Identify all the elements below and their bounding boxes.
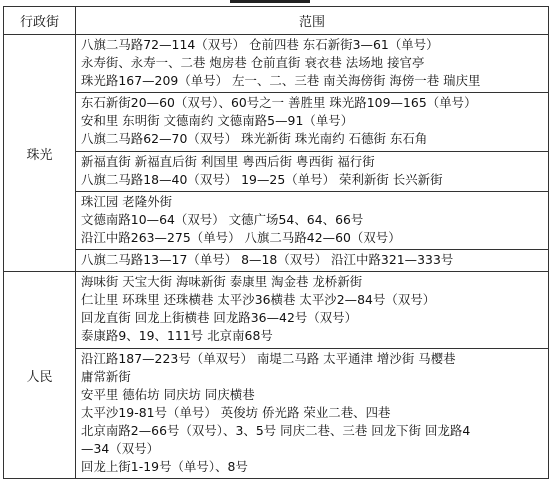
range-cell — [76, 348, 549, 479]
district-range-table — [3, 6, 549, 479]
range-line: 庸常新街 — [81, 368, 131, 384]
table-row — [4, 348, 549, 479]
range-line: 八旗二马路13—17（单号） 8—18（双号） 沿江中路321—333号 — [81, 252, 454, 268]
range-cell — [76, 250, 549, 272]
range-cell — [76, 272, 549, 348]
range-line: 东石新街20—60（双号）、60号之一 善胜里 珠光路109—165（单号） — [81, 95, 477, 111]
clipped-title-fragment — [230, 0, 310, 3]
header-row — [4, 7, 549, 35]
table-row — [4, 191, 549, 249]
table-row — [4, 151, 549, 191]
range-line: 回龙直街 回龙上街横巷 回龙路36—42号（双号） — [81, 310, 358, 326]
range-line: 八旗二马路18—40（双号） 19—25（单号） 荣利新街 长兴新街 — [81, 171, 443, 187]
range-line: 沿江路187—223号（单双号） 南堤二马路 太平通津 增沙街 马樱巷 — [81, 350, 456, 366]
range-line: 泰康路9、19、111号 北京南68号 — [81, 328, 273, 344]
district-name: 珠光 — [4, 35, 76, 272]
range-cell — [76, 35, 549, 93]
range-line: 八旗二马路72—114（双号） 仓前四巷 东石新街3—61（单号） — [81, 37, 439, 52]
range-cell — [76, 191, 549, 249]
range-line: 八旗二马路62—70（双号） 珠光新街 珠光南约 石德街 东石角 — [81, 131, 428, 147]
range-line: 永寿街、永寿一、二巷 炮房巷 仓前直街 衰衣巷 法场地 接官亭 — [81, 55, 425, 71]
range-line: 北京南路2—66号（双号）、3、5号 同庆二巷、三巷 回龙下街 回龙路4 — [81, 422, 471, 438]
table-row — [4, 272, 549, 348]
table-row — [4, 35, 549, 93]
range-line: 珠光路167—209（单号） 左一、二、三巷 南关海傍街 海傍一巷 瑞庆里 — [81, 73, 481, 89]
table-row — [4, 250, 549, 272]
range-line: 沿江中路263—275（单号） 八旗二马路42—60（双号） — [81, 229, 401, 245]
range-cell — [76, 93, 549, 151]
range-line: 新福直街 新福直后街 利国里 粤西后街 粤西街 福行街 — [81, 153, 375, 169]
table-body — [4, 35, 549, 479]
range-cell — [76, 151, 549, 191]
range-line: 海味街 天宝大街 海味新街 泰康里 淘金巷 龙桥新街 — [81, 274, 363, 290]
range-line: 太平沙19-81号（单号） 英俊坊 侨光路 荣业二巷、四巷 — [81, 404, 391, 420]
header-district: 行政街 — [4, 7, 76, 35]
range-line: 回龙上街1-19号（单号）、8号 — [81, 459, 248, 475]
range-line: —34（双号） — [81, 440, 160, 456]
table-row — [4, 93, 549, 151]
district-name: 人民 — [4, 272, 76, 479]
range-line: 安平里 德佑坊 同庆坊 同庆横巷 — [81, 386, 255, 402]
header-range: 范围 — [76, 7, 549, 35]
range-line: 珠江园 老隆外街 — [81, 193, 173, 209]
range-line: 仁让里 环珠里 还珠横巷 太平沙36横巷 太平沙2—84号（双号） — [81, 292, 436, 308]
range-line: 文德南路10—64（双号） 文德广场54、64、66号 — [81, 211, 364, 227]
range-line: 安和里 东明街 文德南约 文德南路5—91（单号） — [81, 113, 354, 129]
